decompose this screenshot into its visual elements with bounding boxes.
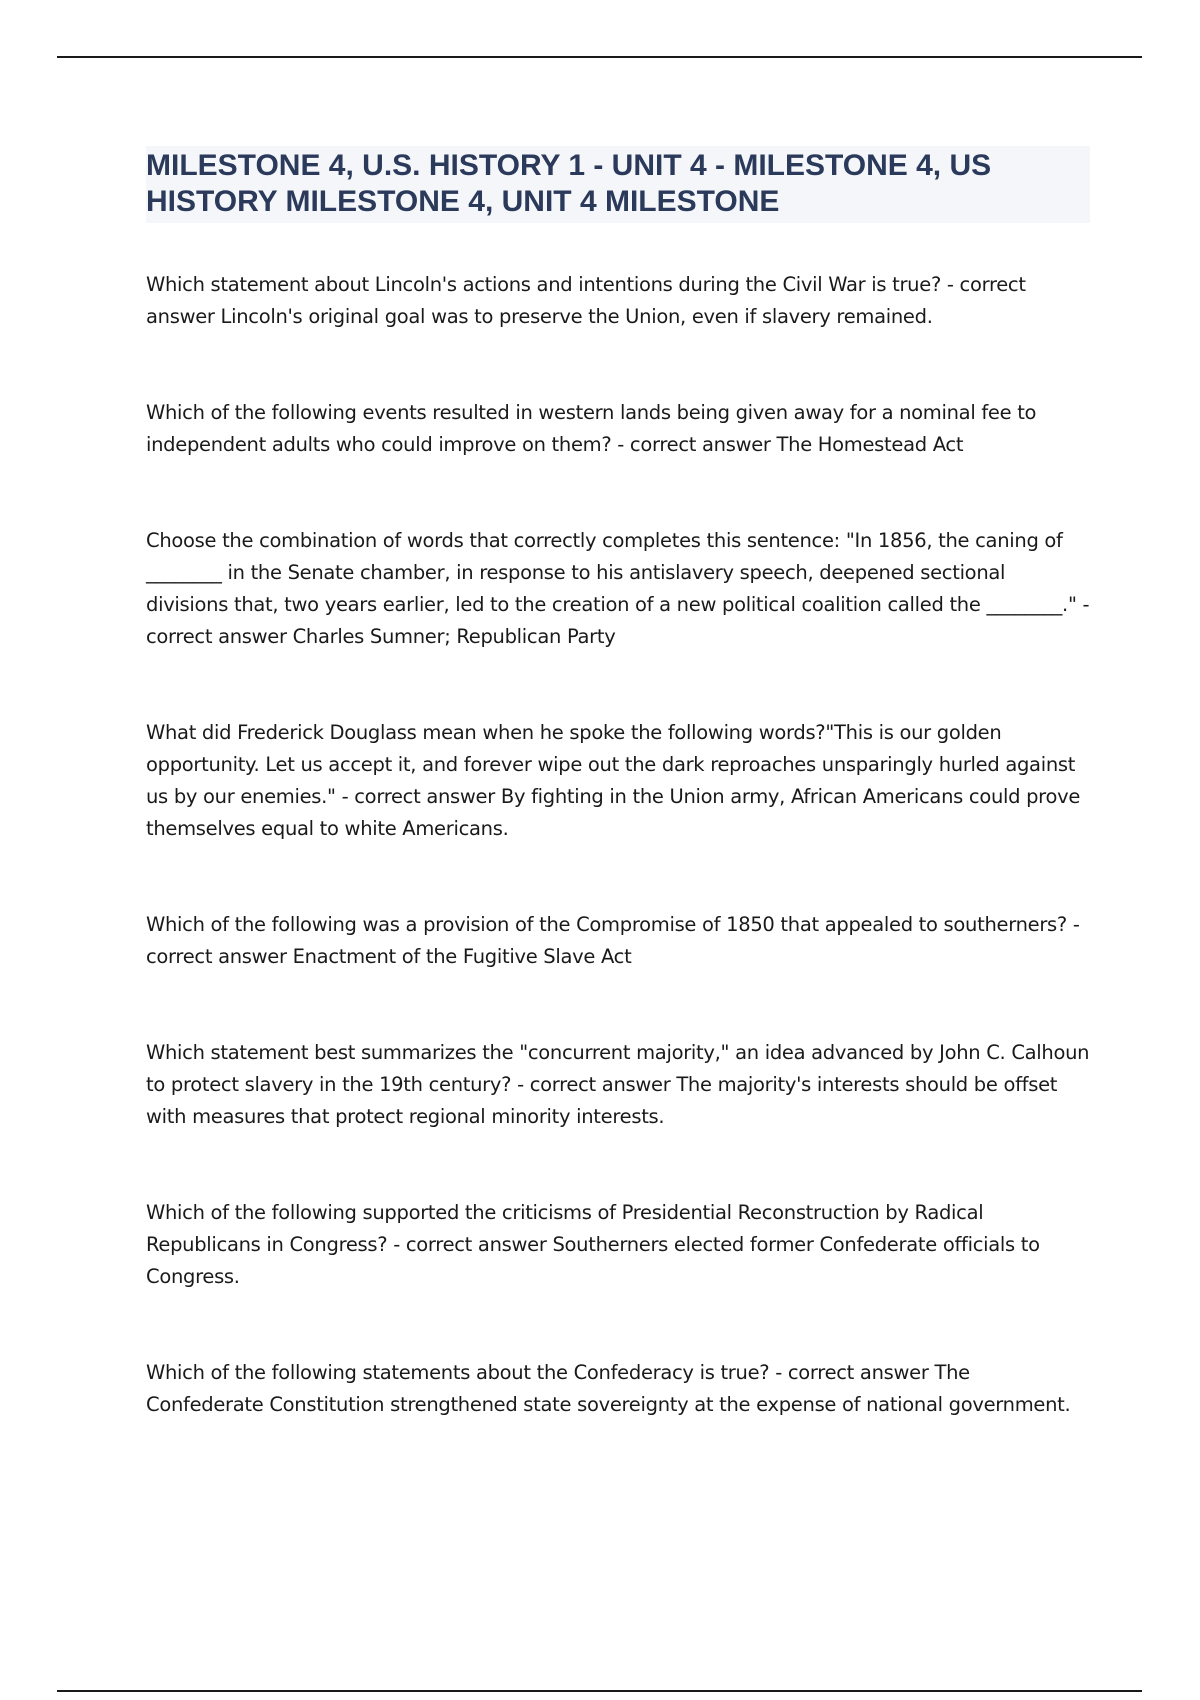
title-band bbox=[146, 146, 1090, 223]
qa-item-4: What did Frederick Douglass mean when he spoke the following words?"This is our golden opportunity. Let us accept it, and forever wipe out the dark reproaches unsparingly hurled against us by our enemies." - correct answer By fighting in the Union army, African Americans could prove themselves equal to white Americans. bbox=[146, 721, 1081, 840]
qa-item-8: Which of the following statements about the Confederacy is true? - correct answer The Confederate Constitution strengthened state sovereignty at the expense of national government. bbox=[146, 1361, 1071, 1416]
footer-rule bbox=[57, 1690, 1142, 1692]
document-title: MILESTONE 4, U.S. HISTORY 1 - UNIT 4 - MILESTONE 4, US HISTORY MILESTONE 4, UNIT 4 MILESTONE bbox=[146, 149, 992, 218]
header-rule bbox=[57, 56, 1142, 58]
document-body bbox=[146, 146, 1090, 1485]
qa-item-2: Which of the following events resulted in western lands being given away for a nominal fee to independent adults who could improve on them? - correct answer The Homestead Act bbox=[146, 401, 1037, 456]
qa-item-6: Which statement best summarizes the "concurrent majority," an idea advanced by John C. Calhoun to protect slavery in the 19th century? - correct answer The majority's interests should be offset with measures that protect regional minority interests. bbox=[146, 1041, 1090, 1128]
qa-item-7: Which of the following supported the criticisms of Presidential Reconstruction by Radical Republicans in Congress? - correct answer Southerners elected former Confederate officials to Congress. bbox=[146, 1201, 1040, 1288]
qa-item-5: Which of the following was a provision of the Compromise of 1850 that appealed to southerners? - correct answer Enactment of the Fugitive Slave Act bbox=[146, 913, 1080, 968]
qa-item-3: Choose the combination of words that correctly completes this sentence: "In 1856, the caning of ________ in the Senate chamber, in response to his antislavery speech, deepened sectional divisions that, two years earlier, led to the creation of a new political coalition called the ________." - correct answer Charles Sumner; Republican Party bbox=[146, 529, 1090, 648]
qa-item-1: Which statement about Lincoln's actions and intentions during the Civil War is true? - correct answer Lincoln's original goal was to preserve the Union, even if slavery remained. bbox=[146, 273, 1026, 328]
